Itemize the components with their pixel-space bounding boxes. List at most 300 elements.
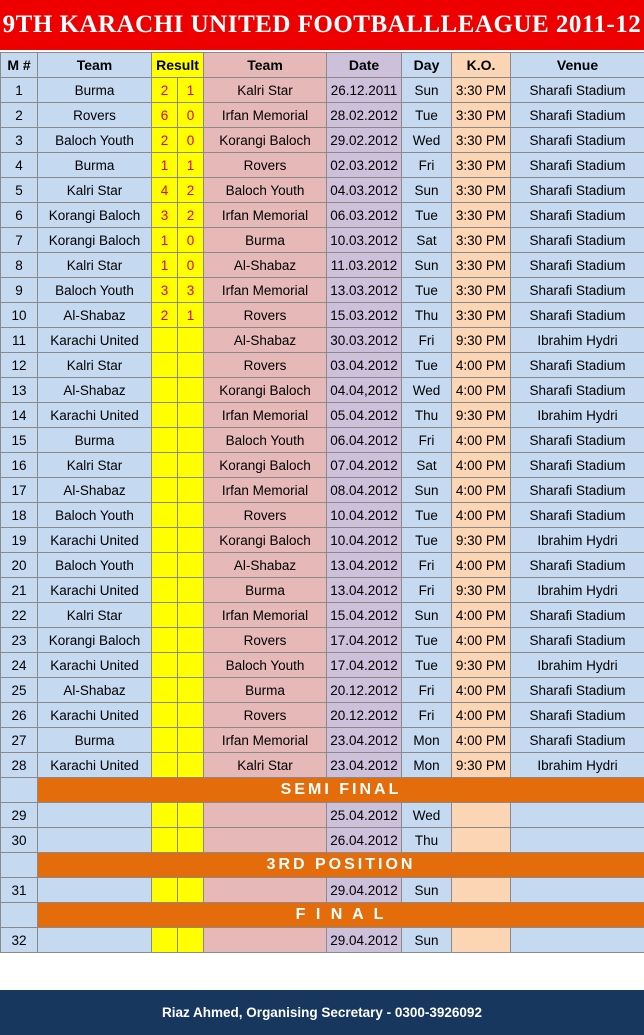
header-venue: Venue xyxy=(511,53,644,78)
match-day: Sat xyxy=(402,228,452,253)
match-venue: Sharafi Stadium xyxy=(511,503,644,528)
match-day: Thu xyxy=(402,303,452,328)
match-number: 21 xyxy=(1,578,38,603)
match-date: 10.04.2012 xyxy=(327,528,402,553)
home-score: 4 xyxy=(152,178,178,203)
match-row xyxy=(1,253,644,278)
match-date: 29.04.2012 xyxy=(327,928,402,953)
stage-header-row xyxy=(1,903,644,928)
match-venue: Ibrahim Hydri xyxy=(511,528,644,553)
knockout-row xyxy=(1,803,644,828)
match-row xyxy=(1,728,644,753)
home-score xyxy=(152,603,178,628)
away-team: Baloch Youth xyxy=(204,428,327,453)
match-row xyxy=(1,228,644,253)
home-score xyxy=(152,353,178,378)
match-day: Sun xyxy=(402,253,452,278)
match-day: Fri xyxy=(402,428,452,453)
home-score xyxy=(152,403,178,428)
match-number: 17 xyxy=(1,478,38,503)
match-date: 04.04,2012 xyxy=(327,378,402,403)
match-number: 20 xyxy=(1,553,38,578)
match-number: 26 xyxy=(1,703,38,728)
match-venue: Sharafi Stadium xyxy=(511,103,644,128)
away-score xyxy=(178,378,204,403)
home-team: Kalri Star xyxy=(38,453,152,478)
home-team xyxy=(38,878,152,903)
match-number: 10 xyxy=(1,303,38,328)
match-date: 11.03.2012 xyxy=(327,253,402,278)
home-score: 2 xyxy=(152,128,178,153)
stage-spacer xyxy=(1,903,38,928)
match-number: 7 xyxy=(1,228,38,253)
match-row xyxy=(1,653,644,678)
home-score xyxy=(152,678,178,703)
match-venue: Sharafi Stadium xyxy=(511,428,644,453)
away-score: 1 xyxy=(178,78,204,103)
home-team: Al-Shabaz xyxy=(38,478,152,503)
match-day: Tue xyxy=(402,528,452,553)
match-number: 23 xyxy=(1,628,38,653)
kickoff-time: 4:00 PM xyxy=(452,628,511,653)
match-venue: Sharafi Stadium xyxy=(511,178,644,203)
away-team: Rovers xyxy=(204,303,327,328)
home-team: Korangi Baloch xyxy=(38,203,152,228)
match-day: Fri xyxy=(402,578,452,603)
match-venue: Sharafi Stadium xyxy=(511,453,644,478)
away-score xyxy=(178,678,204,703)
home-score xyxy=(152,803,178,828)
match-day: Sun xyxy=(402,78,452,103)
home-score: 2 xyxy=(152,303,178,328)
match-row xyxy=(1,503,644,528)
home-team: Korangi Baloch xyxy=(38,228,152,253)
home-score xyxy=(152,428,178,453)
away-score xyxy=(178,553,204,578)
home-team: Rovers xyxy=(38,103,152,128)
fixtures-table xyxy=(0,52,644,953)
kickoff-time: 9:30 PM xyxy=(452,578,511,603)
header-team: Team xyxy=(38,53,152,78)
match-date: 04.03.2012 xyxy=(327,178,402,203)
kickoff-time: 3:30 PM xyxy=(452,203,511,228)
match-row xyxy=(1,528,644,553)
match-day: Tue xyxy=(402,278,452,303)
match-day: Tue xyxy=(402,653,452,678)
away-team: Irfan Memorial xyxy=(204,278,327,303)
home-score xyxy=(152,503,178,528)
match-number: 3 xyxy=(1,128,38,153)
match-day: Fri xyxy=(402,703,452,728)
away-team: Burma xyxy=(204,678,327,703)
kickoff-time: 4:00 PM xyxy=(452,553,511,578)
header-kickoff: K.O. xyxy=(452,53,511,78)
home-team: Baloch Youth xyxy=(38,128,152,153)
match-number: 1 xyxy=(1,78,38,103)
match-date: 29.04.2012 xyxy=(327,878,402,903)
away-score: 0 xyxy=(178,128,204,153)
stage-header-row xyxy=(1,778,644,803)
away-score xyxy=(178,503,204,528)
match-venue: Sharafi Stadium xyxy=(511,703,644,728)
kickoff-time: 9:30 PM xyxy=(452,753,511,778)
home-score xyxy=(152,453,178,478)
away-team: Rovers xyxy=(204,503,327,528)
match-date: 25.04.2012 xyxy=(327,803,402,828)
match-row xyxy=(1,403,644,428)
kickoff-time: 3:30 PM xyxy=(452,253,511,278)
away-score xyxy=(178,703,204,728)
stage-title: 3RD POSITION xyxy=(38,853,644,878)
away-team: Rovers xyxy=(204,628,327,653)
match-day: Sun xyxy=(402,928,452,953)
kickoff-time: 3:30 PM xyxy=(452,228,511,253)
match-day: Tue xyxy=(402,503,452,528)
match-day: Sun xyxy=(402,878,452,903)
match-venue: Sharafi Stadium xyxy=(511,203,644,228)
match-day: Sun xyxy=(402,478,452,503)
match-date: 26.12.2011 xyxy=(327,78,402,103)
match-date: 13.04.2012 xyxy=(327,553,402,578)
home-team: Karachi United xyxy=(38,328,152,353)
away-score xyxy=(178,328,204,353)
match-row xyxy=(1,603,644,628)
away-team: Korangi Baloch xyxy=(204,378,327,403)
match-number: 31 xyxy=(1,878,38,903)
match-venue: Sharafi Stadium xyxy=(511,253,644,278)
away-team: Burma xyxy=(204,578,327,603)
match-row xyxy=(1,203,644,228)
away-team: Baloch Youth xyxy=(204,653,327,678)
organiser-footer: Riaz Ahmed, Organising Secretary - 0300-3926092 xyxy=(0,990,644,1035)
match-number: 8 xyxy=(1,253,38,278)
home-team: Baloch Youth xyxy=(38,503,152,528)
stage-title: F I N A L xyxy=(38,903,644,928)
match-row xyxy=(1,428,644,453)
home-score xyxy=(152,553,178,578)
match-row xyxy=(1,453,644,478)
kickoff-time xyxy=(452,828,511,853)
away-score xyxy=(178,478,204,503)
match-number: 19 xyxy=(1,528,38,553)
stage-spacer xyxy=(1,853,38,878)
away-score xyxy=(178,728,204,753)
home-score: 6 xyxy=(152,103,178,128)
header-match-no: M # xyxy=(1,53,38,78)
kickoff-time: 3:30 PM xyxy=(452,178,511,203)
kickoff-time: 4:00 PM xyxy=(452,353,511,378)
away-score: 1 xyxy=(178,153,204,178)
match-date: 05.04.2012 xyxy=(327,403,402,428)
away-team: Korangi Baloch xyxy=(204,528,327,553)
home-team: Karachi United xyxy=(38,753,152,778)
match-date: 06.03.2012 xyxy=(327,203,402,228)
home-team: Burma xyxy=(38,428,152,453)
match-day: Thu xyxy=(402,828,452,853)
kickoff-time: 4:00 PM xyxy=(452,478,511,503)
away-score xyxy=(178,753,204,778)
match-day: Fri xyxy=(402,328,452,353)
home-score xyxy=(152,653,178,678)
match-day: Fri xyxy=(402,678,452,703)
match-venue: Sharafi Stadium xyxy=(511,353,644,378)
away-score: 2 xyxy=(178,178,204,203)
stage-title: SEMI FINAL xyxy=(38,778,644,803)
home-score: 1 xyxy=(152,228,178,253)
away-score xyxy=(178,803,204,828)
match-date: 17.04.2012 xyxy=(327,653,402,678)
away-score: 2 xyxy=(178,203,204,228)
match-row xyxy=(1,753,644,778)
match-row xyxy=(1,103,644,128)
header-opponent: Team xyxy=(204,53,327,78)
knockout-row xyxy=(1,878,644,903)
match-row xyxy=(1,703,644,728)
home-score xyxy=(152,578,178,603)
home-team xyxy=(38,828,152,853)
match-date: 30.03.2012 xyxy=(327,328,402,353)
stage-spacer xyxy=(1,778,38,803)
kickoff-time: 3:30 PM xyxy=(452,128,511,153)
home-team xyxy=(38,803,152,828)
away-team: Rovers xyxy=(204,703,327,728)
match-number: 6 xyxy=(1,203,38,228)
kickoff-time: 3:30 PM xyxy=(452,103,511,128)
home-team: Burma xyxy=(38,728,152,753)
match-number: 2 xyxy=(1,103,38,128)
match-row xyxy=(1,553,644,578)
kickoff-time: 3:30 PM xyxy=(452,278,511,303)
match-day: Tue xyxy=(402,353,452,378)
match-venue: Ibrahim Hydri xyxy=(511,403,644,428)
match-date: 03.04.2012 xyxy=(327,353,402,378)
match-row xyxy=(1,628,644,653)
home-team: Al-Shabaz xyxy=(38,303,152,328)
match-day: Wed xyxy=(402,378,452,403)
away-score xyxy=(178,928,204,953)
kickoff-time: 3:30 PM xyxy=(452,303,511,328)
away-team: Rovers xyxy=(204,353,327,378)
match-venue: Sharafi Stadium xyxy=(511,553,644,578)
away-team: Al-Shabaz xyxy=(204,328,327,353)
match-venue: Sharafi Stadium xyxy=(511,128,644,153)
home-team: Korangi Baloch xyxy=(38,628,152,653)
home-team: Burma xyxy=(38,78,152,103)
fixtures-body xyxy=(1,78,644,953)
away-team xyxy=(204,878,327,903)
home-team xyxy=(38,928,152,953)
home-score xyxy=(152,703,178,728)
home-score: 1 xyxy=(152,253,178,278)
match-date: 06.04.2012 xyxy=(327,428,402,453)
away-team xyxy=(204,803,327,828)
home-score xyxy=(152,728,178,753)
match-date: 10.03.2012 xyxy=(327,228,402,253)
kickoff-time xyxy=(452,803,511,828)
match-venue: Sharafi Stadium xyxy=(511,378,644,403)
kickoff-time xyxy=(452,878,511,903)
home-score: 2 xyxy=(152,78,178,103)
match-venue: Sharafi Stadium xyxy=(511,303,644,328)
match-number: 18 xyxy=(1,503,38,528)
away-score: 1 xyxy=(178,303,204,328)
home-team: Kalri Star xyxy=(38,603,152,628)
match-date: 15.03.2012 xyxy=(327,303,402,328)
match-venue: Sharafi Stadium xyxy=(511,728,644,753)
match-venue: Sharafi Stadium xyxy=(511,78,644,103)
home-score: 3 xyxy=(152,278,178,303)
home-score: 3 xyxy=(152,203,178,228)
match-number: 24 xyxy=(1,653,38,678)
header-day: Day xyxy=(402,53,452,78)
match-venue xyxy=(511,928,644,953)
kickoff-time: 4:00 PM xyxy=(452,703,511,728)
away-score xyxy=(178,628,204,653)
kickoff-time: 4:00 PM xyxy=(452,428,511,453)
match-date: 17.04.2012 xyxy=(327,628,402,653)
match-venue: Sharafi Stadium xyxy=(511,603,644,628)
match-date: 28.02.2012 xyxy=(327,103,402,128)
away-score: 3 xyxy=(178,278,204,303)
away-team: Irfan Memorial xyxy=(204,478,327,503)
match-date: 26.04.2012 xyxy=(327,828,402,853)
away-score xyxy=(178,653,204,678)
home-team: Karachi United xyxy=(38,528,152,553)
match-number: 30 xyxy=(1,828,38,853)
away-score xyxy=(178,353,204,378)
away-score xyxy=(178,578,204,603)
match-date: 10.04.2012 xyxy=(327,503,402,528)
home-score xyxy=(152,878,178,903)
match-day: Sun xyxy=(402,603,452,628)
match-row xyxy=(1,678,644,703)
match-day: Tue xyxy=(402,203,452,228)
match-date: 23.04.2012 xyxy=(327,728,402,753)
match-day: Mon xyxy=(402,728,452,753)
home-team: Kalri Star xyxy=(38,253,152,278)
match-number: 27 xyxy=(1,728,38,753)
match-row xyxy=(1,178,644,203)
away-team: Burma xyxy=(204,228,327,253)
home-score xyxy=(152,328,178,353)
away-team: Al-Shabaz xyxy=(204,253,327,278)
away-score: 0 xyxy=(178,103,204,128)
away-team: Korangi Baloch xyxy=(204,453,327,478)
match-number: 32 xyxy=(1,928,38,953)
match-row xyxy=(1,153,644,178)
match-venue: Sharafi Stadium xyxy=(511,278,644,303)
home-score xyxy=(152,828,178,853)
home-score: 1 xyxy=(152,153,178,178)
home-team: Karachi United xyxy=(38,578,152,603)
away-score xyxy=(178,828,204,853)
match-number: 16 xyxy=(1,453,38,478)
match-row xyxy=(1,353,644,378)
match-day: Thu xyxy=(402,403,452,428)
match-day: Tue xyxy=(402,103,452,128)
away-team: Rovers xyxy=(204,153,327,178)
match-venue: Sharafi Stadium xyxy=(511,228,644,253)
match-row xyxy=(1,278,644,303)
home-team: Al-Shabaz xyxy=(38,678,152,703)
match-day: Fri xyxy=(402,553,452,578)
away-team xyxy=(204,828,327,853)
match-row xyxy=(1,578,644,603)
match-venue xyxy=(511,828,644,853)
match-number: 22 xyxy=(1,603,38,628)
stage-header-row xyxy=(1,853,644,878)
match-date: 02.03.2012 xyxy=(327,153,402,178)
match-venue: Sharafi Stadium xyxy=(511,628,644,653)
match-day: Wed xyxy=(402,128,452,153)
match-day: Sun xyxy=(402,178,452,203)
away-score: 0 xyxy=(178,228,204,253)
home-team: Baloch Youth xyxy=(38,553,152,578)
match-day: Sat xyxy=(402,453,452,478)
match-number: 11 xyxy=(1,328,38,353)
kickoff-time: 9:30 PM xyxy=(452,528,511,553)
match-venue: Ibrahim Hydri xyxy=(511,328,644,353)
home-score xyxy=(152,528,178,553)
match-date: 13.03.2012 xyxy=(327,278,402,303)
knockout-row xyxy=(1,928,644,953)
home-team: Kalri Star xyxy=(38,353,152,378)
match-number: 14 xyxy=(1,403,38,428)
match-date: 15.04.2012 xyxy=(327,603,402,628)
kickoff-time: 4:00 PM xyxy=(452,378,511,403)
away-team: Kalri Star xyxy=(204,78,327,103)
match-venue: Ibrahim Hydri xyxy=(511,578,644,603)
home-score xyxy=(152,628,178,653)
away-team xyxy=(204,928,327,953)
away-score xyxy=(178,403,204,428)
home-team: Karachi United xyxy=(38,703,152,728)
match-row xyxy=(1,128,644,153)
home-score xyxy=(152,753,178,778)
match-venue: Sharafi Stadium xyxy=(511,478,644,503)
match-day: Tue xyxy=(402,628,452,653)
match-row xyxy=(1,78,644,103)
kickoff-time: 9:30 PM xyxy=(452,403,511,428)
away-team: Baloch Youth xyxy=(204,178,327,203)
match-row xyxy=(1,303,644,328)
away-team: Irfan Memorial xyxy=(204,603,327,628)
match-venue xyxy=(511,878,644,903)
kickoff-time: 9:30 PM xyxy=(452,653,511,678)
match-number: 25 xyxy=(1,678,38,703)
match-day: Fri xyxy=(402,153,452,178)
match-venue: Sharafi Stadium xyxy=(511,153,644,178)
match-date: 13.04.2012 xyxy=(327,578,402,603)
kickoff-time: 4:00 PM xyxy=(452,678,511,703)
home-score xyxy=(152,378,178,403)
home-team: Kalri Star xyxy=(38,178,152,203)
away-score: 0 xyxy=(178,253,204,278)
kickoff-time: 4:00 PM xyxy=(452,603,511,628)
away-team: Al-Shabaz xyxy=(204,553,327,578)
away-team: Irfan Memorial xyxy=(204,103,327,128)
away-team: Irfan Memorial xyxy=(204,403,327,428)
kickoff-time: 4:00 PM xyxy=(452,728,511,753)
match-number: 5 xyxy=(1,178,38,203)
away-score xyxy=(178,528,204,553)
match-date: 08.04.2012 xyxy=(327,478,402,503)
match-row xyxy=(1,328,644,353)
match-venue: Ibrahim Hydri xyxy=(511,653,644,678)
home-team: Karachi United xyxy=(38,403,152,428)
home-team: Karachi United xyxy=(38,653,152,678)
away-team: Korangi Baloch xyxy=(204,128,327,153)
